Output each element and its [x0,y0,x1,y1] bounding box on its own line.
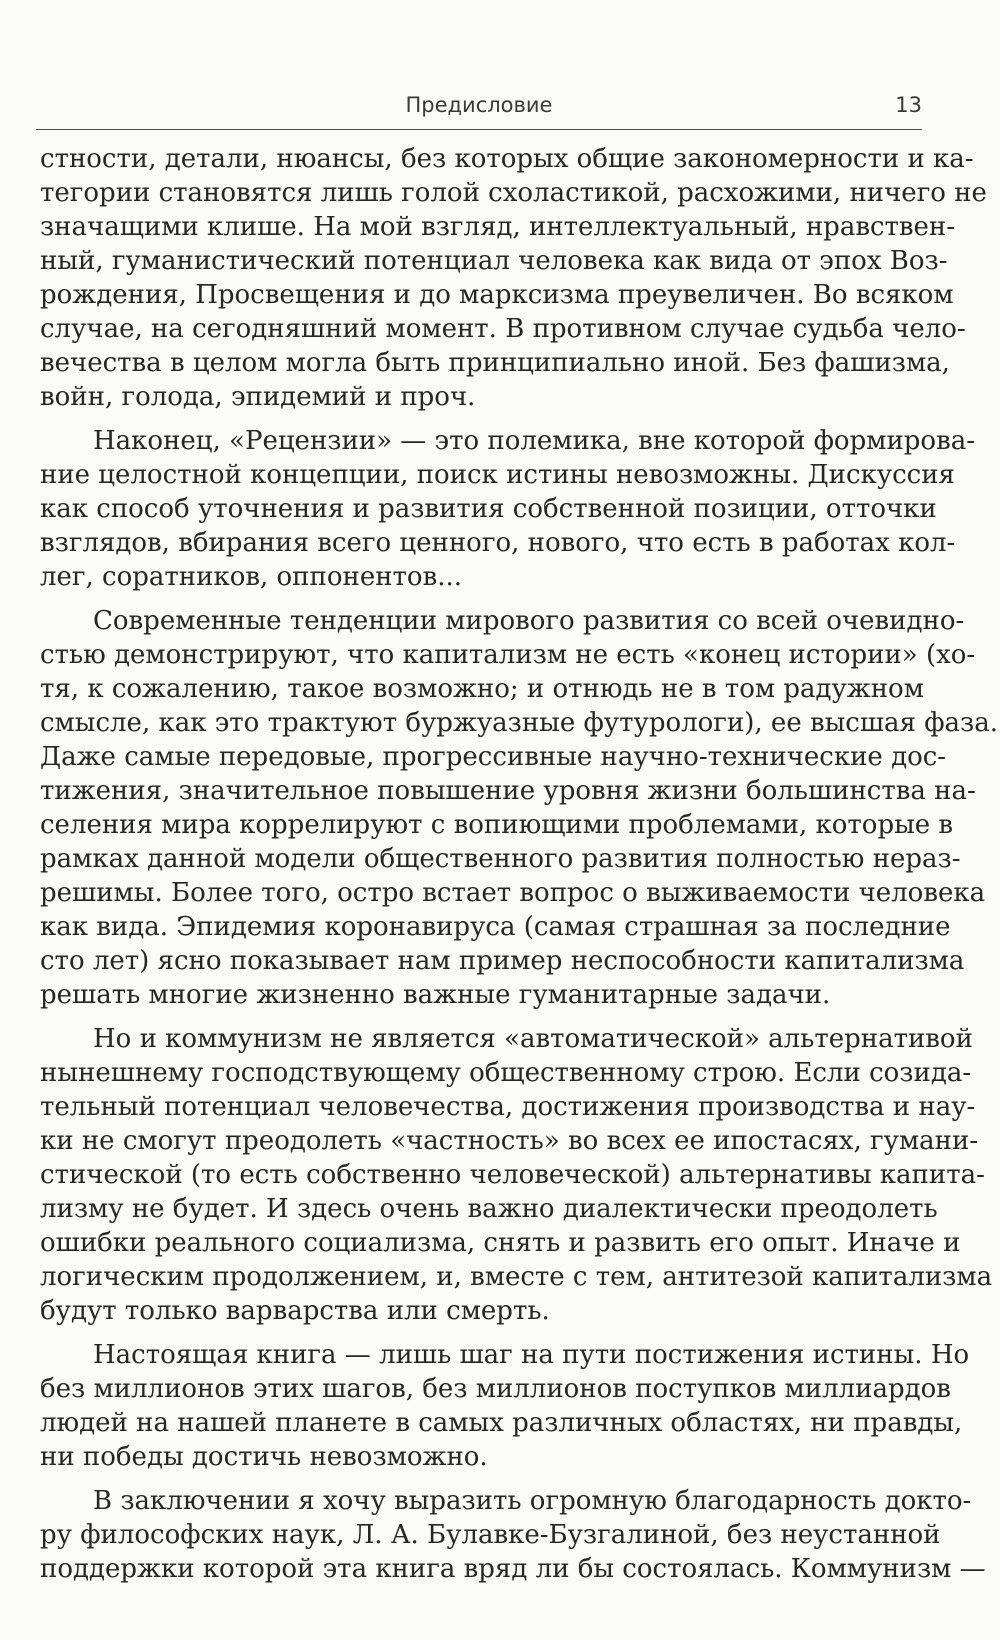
text-line: ру философских наук, Л. А. Булавке-Бузгалиной, без неустанной [40,1520,941,1550]
running-header [36,89,922,130]
text-line: стической (то есть собственно человеческой) альтернативы капита- [40,1160,985,1190]
text-line: как способ уточнения и развития собственной позиции, отточки [40,494,937,524]
text-line: ние целостной концепции, поиск истины невозможны. Дискуссия [40,460,955,490]
paragraph-spacing [40,594,922,604]
text-line: Наконец, «Рецензии» — это полемика, вне которой формирова- [93,426,975,456]
text-line: тельный потенциал человечества, достижения производства и нау- [40,1092,976,1122]
text-line: Даже самые передовые, прогрессивные научно-технические дос- [40,742,947,772]
text-line: поддержки которой эта книга вряд ли бы состоялась. Коммунизм — [40,1554,986,1584]
text-line: селения мира коррелируют с вопиющими проблемами, которые в [40,810,954,840]
text-line: значащими клише. На мой взгляд, интеллектуальный, нравствен- [40,212,956,242]
text-line: войн, голода, эпидемий и проч. [40,382,476,412]
paragraph [40,1484,986,1586]
paragraph [40,1338,970,1474]
text-line: В заключении я хочу выразить огромную благодарность докто- [93,1486,972,1516]
body-text [40,142,999,1586]
text-line: Современные тенденции мирового развития со всей очевидно- [93,606,965,636]
text-line: вечества в целом могла быть принципиально иной. Без фашизма, [40,348,950,378]
text-line: ни победы достичь невозможно. [40,1442,488,1472]
text-line: сто лет) ясно показывает нам пример неспособности капитализма [40,946,965,976]
text-line: Настоящая книга — лишь шаг на пути постижения истины. Но [93,1340,970,1370]
text-line: рамках данной модели общественного развития полностью нераз- [40,844,961,874]
text-line: без миллионов этих шагов, без миллионов поступков миллиардов [40,1374,951,1404]
text-line: решать многие жизненно важные гуманитарные задачи. [40,980,831,1010]
text-line: тижения, значительное повышение уровня жизни большинства на- [40,776,976,806]
text-line: лизму не будет. И здесь очень важно диалектически преодолеть [40,1194,938,1224]
paragraph [40,1022,993,1328]
paragraph [40,142,987,414]
text-line: смысле, как это трактуют буржуазные футурологи), ее высшая фаза. [40,708,999,738]
text-line: как вида. Эпидемия коронавируса (самая страшная за последние [40,912,951,942]
paragraph-spacing [40,1328,922,1338]
text-line: рождения, Просвещения и до марксизма преувеличен. Во всяком [40,280,954,310]
text-line: Но и коммунизм не является «автоматической» альтернативой [93,1024,973,1054]
text-line: взглядов, вбирания всего ценного, нового, что есть в работах кол- [40,528,956,558]
paragraph [40,604,999,1012]
text-line: стности, детали, нюансы, без которых общие закономерности и ка- [40,144,974,174]
section-title: Предисловие [405,93,553,117]
text-line: ошибки реального социализма, снять и развить его опыт. Иначе и [40,1228,961,1258]
text-line: лег, соратников, оппонентов... [40,562,463,592]
page-number: 13 [895,93,922,117]
text-line: случае, на сегодняшний момент. В противном случае судьба чело- [40,314,966,344]
text-line: логическим продолжением, и, вместе с тем, антитезой капитализма [40,1262,993,1292]
paragraph [40,424,975,594]
text-line: ный, гуманистический потенциал человека как вида от эпох Воз- [40,246,948,276]
text-line: людей на нашей планете в самых различных областях, ни правды, [40,1408,963,1438]
text-line: тя, к сожалению, такое возможно; и отнюдь не в том радужном [40,674,924,704]
paragraph-spacing [40,1012,922,1022]
paragraph-spacing [40,414,922,424]
text-line: нынешнему господствующему общественному строю. Если созида- [40,1058,972,1088]
text-line: тегории становятся лишь голой схоластикой, расхожими, ничего не [40,178,987,208]
paragraph-spacing [40,1474,922,1484]
text-line: стью демонстрируют, что капитализм не есть «конец истории» (хо- [40,640,976,670]
text-line: решимы. Более того, остро встает вопрос о выживаемости человека [40,878,986,908]
text-line: ки не смогут преодолеть «частность» во всех ее ипостасях, гумани- [40,1126,979,1156]
text-line: будут только варварства или смерть. [40,1296,550,1326]
